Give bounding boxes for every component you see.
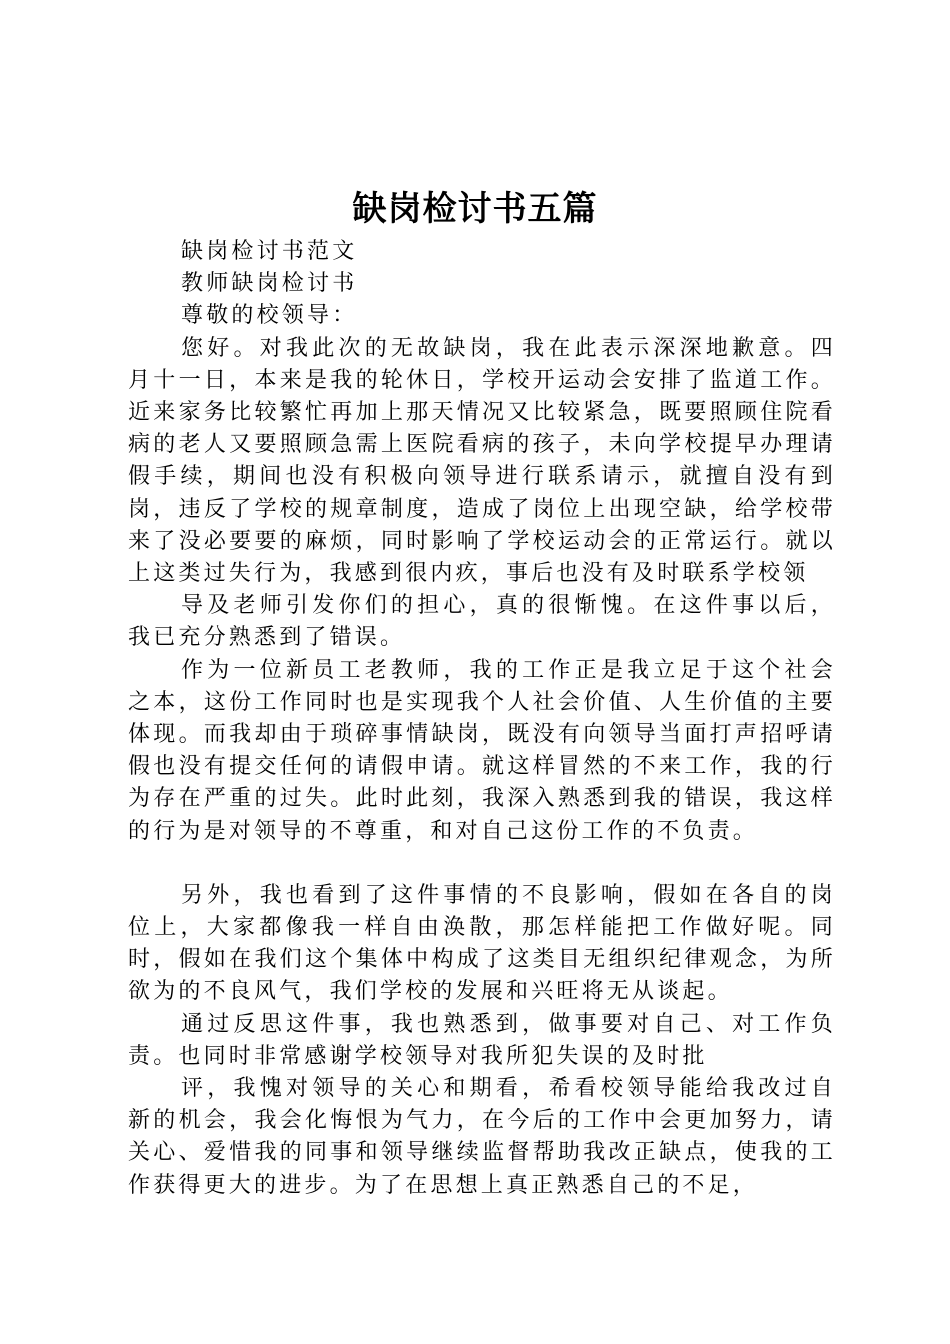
paragraph-subtitle-teacher: 教师缺岗检讨书 bbox=[181, 271, 358, 297]
document-body bbox=[128, 236, 836, 1202]
paragraph-subtitle-sample: 缺岗检讨书范文 bbox=[181, 239, 358, 264]
paragraph-reflection: 作为一位新员工老教师，我的工作正是我立足于这个社会之本，这份工作同时也是实现我个人社会价值、人生价值的主要体现。而我却由于琐碎事情缺岗，既没有向领导当面打声招呼请假也没有提交任何的请假申请。就这样冒然的不来工作，我的行为存在严重的过失。此时此刻，我深入熟悉到我的错误，我这样的行为是对领导的不尊重，和对自己这份工作的不负责。 bbox=[128, 657, 836, 844]
paragraph-impact: 另外，我也看到了这件事情的不良影响，假如在各自的岗位上，大家都像我一样自由涣散，那怎样能把工作做好呢。同时，假如在我们这个集体中构成了这类目无组织纪律观念，为所欲为的不良风气，我们学校的发展和兴旺将无从谈起。 bbox=[128, 882, 836, 1005]
document-title: 缺岗检讨书五篇 bbox=[352, 189, 598, 229]
paragraph-salutation: 尊敬的校领导： bbox=[181, 303, 358, 329]
paragraph-apology: 您好。对我此次的无故缺岗，我在此表示深深地歉意。四月十一日，本来是我的轮休日，学校开运动会安排了监道工作。近来家务比较繁忙再加上那天情况又比较紧急，既要照顾住院看病的老人又要照顾急需上医院看病的孩子，未向学校提早办理请假手续，期间也没有积极向领导进行联系请示，就擅自没有到岗，违反了学校的规章制度，造成了岗位上出现空缺，给学校带来了没必要要的麻烦，同时影响了学校运动会的正常运行。就以上这类过失行为，我感到很内疚，事后也没有及时联系学校领 bbox=[128, 335, 836, 587]
paragraph-lesson: 通过反思这件事，我也熟悉到，做事要对自己、对工作负责。也同时非常感谢学校领导对我所犯失误的及时批 bbox=[128, 1011, 836, 1069]
paragraph-continuation: 导及老师引发你们的担心，真的很惭愧。在这件事以后，我已充分熟悉到了错误。 bbox=[128, 593, 836, 651]
paragraph-commitment: 评，我愧对领导的关心和期看，希看校领导能给我改过自新的机会，我会化悔恨为气力，在今后的工作中会更加努力，请关心、爱惜我的同事和领导继续监督帮助我改正缺点，使我的工作获得更大的进步。为了在思想上真正熟悉自己的不足， bbox=[128, 1076, 836, 1198]
